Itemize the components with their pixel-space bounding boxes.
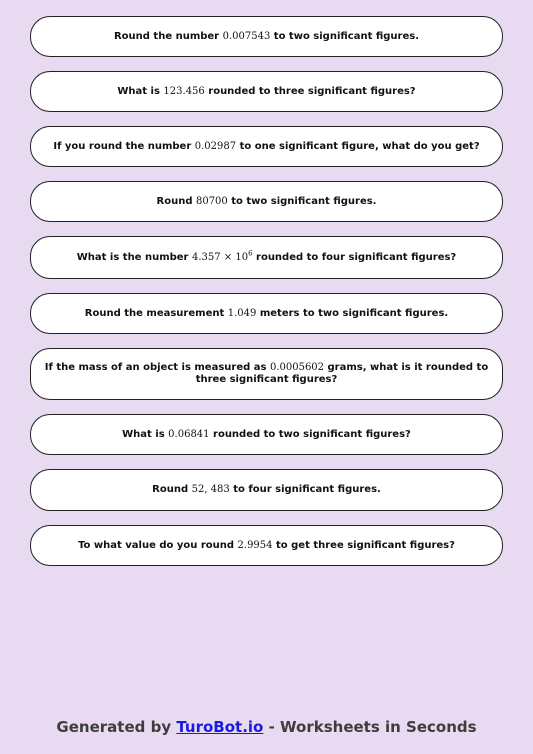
math-expression: 0.06841 <box>168 428 210 440</box>
math-expression: 52, 483 <box>191 484 230 495</box>
math-expression: 1.049 <box>227 307 257 319</box>
question-card <box>30 236 503 279</box>
question-text: If you round the number 0.02987 to one significant figure, what do you get? <box>53 140 480 152</box>
math-expression: 0.0005602 <box>269 362 325 373</box>
question-card <box>30 126 503 167</box>
math-expression: $4.357 \times 10^6$ <box>191 249 253 263</box>
turobot-link[interactable]: TuroBot.io <box>176 718 264 736</box>
question-text: If the mass of an object is measured as 0.0005602 grams, what is it rounded to three significant figures? <box>44 362 489 385</box>
question-text: What is 123.456 rounded to three significant figures? <box>117 85 416 97</box>
footer-prefix: Generated by <box>56 718 177 736</box>
exponent: 6 <box>248 249 253 258</box>
footer <box>0 718 533 736</box>
footer-suffix: - Worksheets in Seconds <box>263 718 477 736</box>
question-card <box>30 181 503 222</box>
math-expression: 0.007543 <box>222 30 271 42</box>
math-expression: 123.456 <box>163 85 205 97</box>
question-text: Round the number 0.007543 to two significant figures. <box>113 30 420 42</box>
question-card <box>30 525 503 566</box>
question-card <box>30 71 503 112</box>
question-text: Round 80700 to two significant figures. <box>156 195 377 207</box>
question-card <box>30 16 503 57</box>
question-card <box>30 469 503 511</box>
math-expression: 0.02987 <box>194 140 237 152</box>
question-card <box>30 414 503 455</box>
question-list <box>30 16 503 566</box>
math-expression: 2.9954 <box>237 539 273 551</box>
math-expression: 80700 <box>195 195 228 207</box>
question-text: What is the number $4.357 \times 10^6$ rounded to four significant figures? <box>76 249 457 263</box>
question-text: Round the measurement 1.049 meters to two significant figures. <box>84 307 449 319</box>
question-text: Round 52, 483 to four significant figures. <box>152 484 381 495</box>
question-card <box>30 348 503 400</box>
question-text: To what value do you round 2.9954 to get three significant figures? <box>78 539 455 551</box>
question-text: What is 0.06841 rounded to two significant figures? <box>122 428 411 440</box>
question-card <box>30 293 503 334</box>
